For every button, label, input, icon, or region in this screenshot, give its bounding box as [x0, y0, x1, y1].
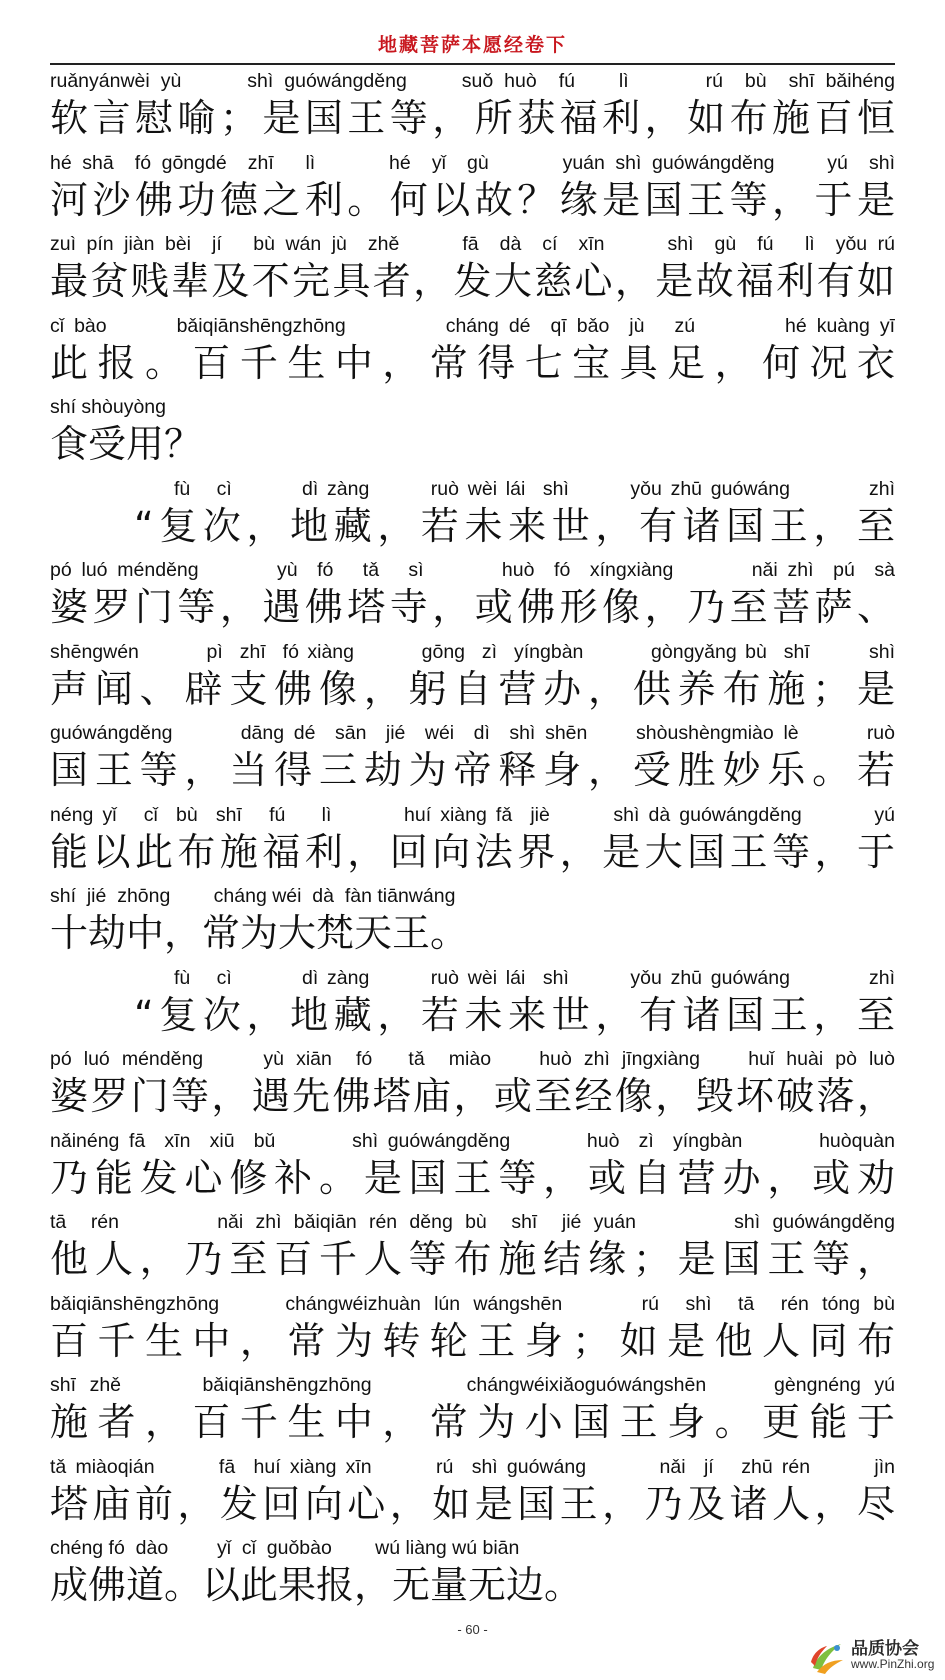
- pinyin-line: tǎ miàoqián fā huí xiàng xīn rú shì guówáng nǎi jí zhū rén jìn: [50, 1455, 895, 1478]
- text-line: [50, 231, 895, 313]
- scripture-text: [50, 68, 895, 1617]
- hanzi-line: 软言慰喻；是国王等，所获福利，如布施百恒: [50, 96, 895, 140]
- text-line: [50, 313, 895, 395]
- pinyin-line: guówángděng dāng dé sān jié wéi dì shì shēn shòushèngmiào lè ruò: [50, 722, 895, 744]
- pinyin-line: nǎinéng fā xīn xiū bǔ shì guówángděng huò zì yíngbàn huòquàn: [50, 1129, 895, 1152]
- text-line: [50, 150, 895, 232]
- text-line: [50, 1046, 895, 1128]
- pinyin-line: fù cì dì zàng ruò wèi lái shì yǒu zhū guówáng zhì: [174, 477, 895, 500]
- pinyin-line: tā rén nǎi zhì bǎiqiān rén děng bù shī jié yuán shì guówángděng: [50, 1211, 895, 1233]
- text-line: [50, 557, 895, 639]
- hanzi-line: 百千生中，常为转轮王身；如是他人同布: [50, 1318, 895, 1363]
- hanzi-line: 十劫中，常为大梵天王。: [50, 911, 469, 955]
- pinyin-line: bǎiqiānshēngzhōng chángwéizhuàn lún wángshēn rú shì tā rén tóng bù: [50, 1292, 895, 1315]
- text-line: [50, 476, 895, 558]
- text-line: [50, 68, 895, 150]
- hanzi-line: 此报。百千生中，常得七宝具足，何况衣: [50, 340, 895, 385]
- pinyin-line: ruǎnyánwèi yù shì guówángděng suǒ huò fú lì rú bù shī bǎihéng: [50, 70, 895, 92]
- hanzi-line: “复次，地藏，若未来世，有诸国王，至: [134, 503, 895, 548]
- text-line: [50, 639, 895, 721]
- book-title: 地藏菩萨本愿经卷下: [377, 34, 567, 56]
- pinyin-line: shí jié zhōng cháng wéi dà fàn tiānwáng: [50, 885, 456, 907]
- hanzi-line: 塔庙前，发回向心，如是国王，乃及诸人，尽: [50, 1481, 895, 1526]
- hanzi-line: 成佛道。以此果报，无量无边。: [50, 1563, 583, 1607]
- text-line: [50, 1291, 895, 1373]
- hanzi-line: 婆罗门等，遇先佛塔庙，或至经像，毁坏破落，: [50, 1074, 895, 1118]
- pinyin-line: pó luó ménděng yù xiān fó tǎ miào huò zhì jīngxiàng huǐ huài pò luò: [50, 1048, 895, 1070]
- hanzi-line: 能以此布施福利，回向法界，是大国王等，于: [50, 829, 895, 874]
- text-line: [50, 1454, 895, 1536]
- pinyin-line: cǐ bào bǎiqiānshēngzhōng cháng dé qī bǎo jù zú hé kuàng yī: [50, 314, 895, 337]
- hanzi-line: 声闻、辟支佛像，躬自营办，供养布施；是: [50, 666, 895, 711]
- watermark-url: www.PinZhi.org: [851, 1657, 935, 1671]
- pinyin-line: zuì pín jiàn bèi jí bù wán jù zhě fā dà cí xīn shì gù fú lì yǒu rú: [50, 233, 895, 255]
- pinyin-line: néng yǐ cǐ bù shī fú lì huí xiàng fǎ jiè shì dà guówángděng yú: [50, 803, 895, 826]
- hanzi-line: 食受用？: [50, 422, 203, 466]
- hanzi-line: “复次，地藏，若未来世，有诸国王，至: [134, 992, 895, 1037]
- text-line: [50, 883, 895, 965]
- hanzi-line: 施者，百千生中，常为小国王身。更能于: [50, 1400, 895, 1444]
- page-number: - 60 -: [457, 1622, 488, 1637]
- pinyin-line: shí shòuyòng: [50, 396, 167, 418]
- pinyin-line: shī zhě bǎiqiānshēngzhōng chángwéixiǎoguówángshēn gèngnéng yú: [50, 1374, 895, 1396]
- pinyin-line: chéng fó dào yǐ cǐ guǒbào wú liàng wú biān: [50, 1537, 520, 1559]
- hanzi-line: 他人，乃至百千人等布施结缘；是国王等，: [50, 1237, 895, 1281]
- pinyin-line: pó luó ménděng yù fó tǎ sì huò fó xíngxiàng nǎi zhì pú sà: [50, 559, 895, 581]
- pinyin-line: fù cì dì zàng ruò wèi lái shì yǒu zhū guówáng zhì: [174, 966, 895, 989]
- text-line: [50, 1209, 895, 1291]
- text-line: [50, 965, 895, 1047]
- text-line: [50, 1128, 895, 1210]
- header-divider: [50, 63, 895, 65]
- hanzi-line: 乃能发心修补。是国王等，或自营办，或劝: [50, 1155, 895, 1200]
- watermark: [807, 1632, 937, 1676]
- pinyin-line: shēngwén pì zhī fó xiàng gōng zì yíngbàn gòngyǎng bù shī shì: [50, 640, 895, 663]
- text-line: [50, 394, 895, 476]
- hanzi-line: 婆罗门等，遇佛塔寺，或佛形像，乃至菩萨、: [50, 585, 895, 629]
- text-line: [50, 1535, 895, 1617]
- pinyin-line: hé shā fó gōngdé zhī lì hé yǐ gù yuán shì guówángděng yú shì: [50, 151, 895, 174]
- text-line: [50, 802, 895, 884]
- pinzhi-logo-icon: [807, 1638, 847, 1676]
- hanzi-line: 国王等，当得三劫为帝释身，受胜妙乐。若: [50, 748, 895, 792]
- text-line: [50, 720, 895, 802]
- hanzi-line: 河沙佛功德之利。何以故？缘是国王等，于是: [50, 177, 895, 222]
- watermark-name: 品质协会: [851, 1639, 919, 1659]
- text-line: [50, 1372, 895, 1454]
- hanzi-line: 最贫贱辈及不完具者，发大慈心，是故福利有如: [50, 259, 895, 303]
- page-header: [50, 30, 895, 65]
